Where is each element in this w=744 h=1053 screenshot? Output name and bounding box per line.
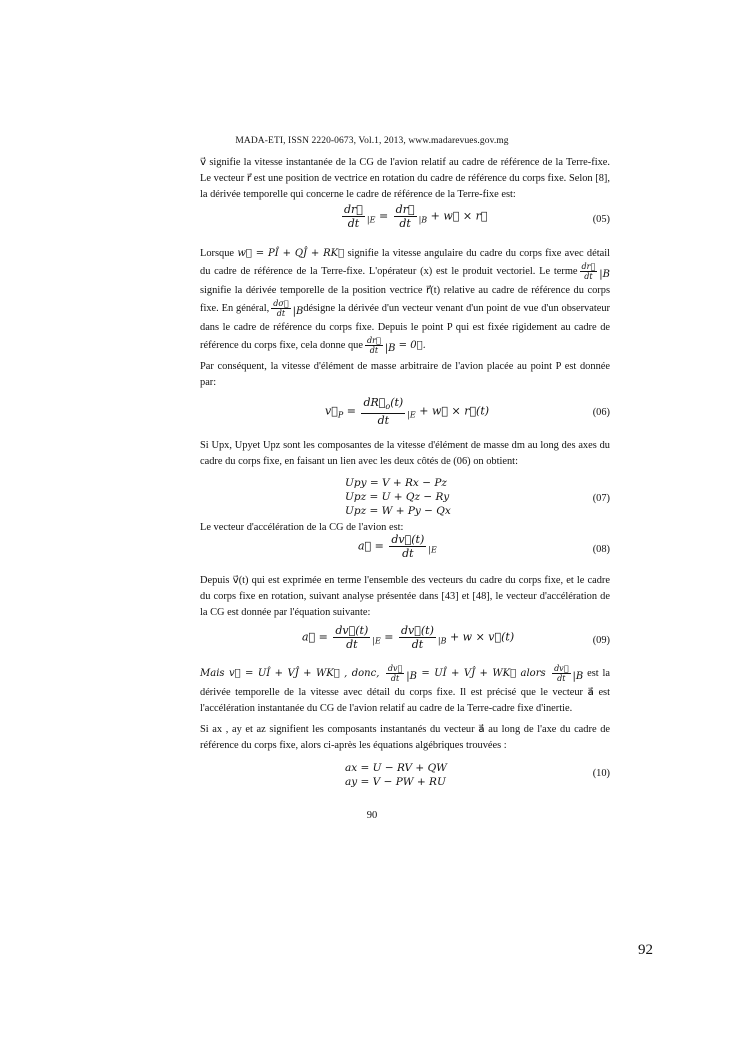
paragraph-instantaneous-components: Si ax , ay et az signifient les composants instantanés du vecteur a⃗ au long de l'axe du cadre de référence du corps fixe, alors ci-après les équations algébriques trouvées : bbox=[200, 724, 610, 751]
inline-derivative: $\frac{dr⃗}{dt}$ bbox=[367, 335, 381, 355]
equation-07 bbox=[345, 476, 451, 518]
text-fragment: Mais v⃗ = UÎ + VĴ + WK⃗ , donc, bbox=[200, 667, 384, 679]
equation-07-line-2: Upz = U + Qz − Ry bbox=[345, 491, 450, 503]
paragraph-angular-velocity: Lorsque w⃗ = PÎ + QĴ + RK⃗ signifie la vitesse angulaire du cadre du corps fixe avec détail du cadre de référence de la Terre-fixe. L'opérateur (x) est le produit vectoriel. Le terme $\frac{dr⃗}{dt}$ |B signifie la dérivée temporelle de la position vectrice r⃗(t) relative au cadre de référence du corps fixe. En général, $\frac{d\sigma⃗}{dt}$ |Bdésigne la dérivée d'un vecteur venant d'un point de vue d'un observateur dans le cadre de référence du corps fixe. Depuis le point P qui est fixée rigidement au cadre de référence du corps fixe, cela donne que $\frac{dr⃗}{dt}$ |B = 0⃗. bbox=[200, 248, 610, 355]
equation-number-10: (10) bbox=[592, 768, 610, 779]
equation-07-line-3: Upz = W + Py − Qx bbox=[345, 505, 451, 517]
equation-number-09: (09) bbox=[592, 635, 610, 646]
text-fragment: est la dérivée temporelle de la vitesse avec détail du corps fixe. Il est précisé que le vecteur a⃗ est l'accélération instantanée du CG de l'avion relatif au cadre de la Terre-cadre fixe d'inertie. bbox=[200, 667, 610, 714]
text-fragment: = UÎ + VĴ + WK⃗ alors bbox=[417, 667, 551, 679]
equation-07-line-1: Upy = V + Rx − Pz bbox=[345, 477, 447, 489]
equation-10 bbox=[345, 761, 447, 789]
inline-derivative: $\frac{dr⃗}{dt}$ bbox=[581, 262, 596, 281]
equation-09: a⃗ = $\frac{dv⃗(t)}{dt}$ $_{|E}$ = $\frac{dv⃗(t)}{dt}$ $_{|B}$ + w × v⃗(t) bbox=[302, 624, 515, 651]
paragraph-components: Si Upx, Upyet Upz sont les composantes de la vitesse d'élément de masse dm au long des axes du cadre du corps fixe, en faisant un lien avec les deux côtés de (06) on obtient: bbox=[200, 440, 610, 467]
text-fragment: signifie la dérivée temporelle de la position vectrice r⃗(t) relative au cadre de référence du corps fixe. En général, bbox=[200, 284, 610, 314]
inline-derivative: $\frac{dv⃗}{dt}$ bbox=[554, 664, 569, 683]
text-fragment: désigne la dérivée d'un vecteur venant d'un point de vue d'un observateur dans le cadre de référence du corps fixe. Depuis le point P qui est fixée rigidement au cadre de référence du corps fixe, cela donne que bbox=[200, 302, 610, 351]
equation-06: $v⃗_P$ = $\frac{dR⃗_o(t)}{dt}$ $_{|E}$ + w⃗ × r⃗(t) bbox=[325, 396, 490, 427]
paragraph-velocity-definition: v⃗ signifie la vitesse instantanée de la CG de l'avion relatif au cadre de référence de la Terre-fixe. Le vecteur r⃗ est une position de vectrice en rotation du cadre de référence du corps fixe. Selon [8], la dérivée temporelle qui concerne le cadre de référence de la Terre-fixe est: bbox=[200, 157, 610, 200]
paragraph-rotating-frame: Depuis v⃗(t) qui est exprimée en terme l'ensemble des vecteurs du cadre du corps fixe, et le cadre du corps fixe en rotation, suivant analyse présentée dans [43] et [48], le vecteur d'accélération de la CG est donnée par l'équation suivante: bbox=[200, 575, 610, 618]
equation-08: a⃗ = $\frac{dv⃗(t)}{dt}$ $_{|E}$ bbox=[358, 533, 437, 560]
text-fragment: Lorsque bbox=[200, 248, 238, 259]
equation-number-06: (06) bbox=[592, 407, 610, 418]
page-number: 90 bbox=[366, 810, 378, 821]
equation-number-07: (07) bbox=[592, 493, 610, 504]
paragraph-mass-element: Par conséquent, la vitesse d'élément de masse arbitraire de l'avion placée au point P est donnée par: bbox=[200, 361, 610, 388]
paragraph-velocity-decomposition: Mais v⃗ = UÎ + VĴ + WK⃗ , donc, $\frac{dv⃗}{dt}$ |B = UÎ + VĴ + WK⃗ alors $\frac{dv⃗}{dt}$ |B est la dérivée temporelle de la vitesse avec détail du corps fixe. Il est précisé que le vecteur a⃗ est l'accélération instantanée du CG de l'avion relatif au cadre de la Terre-cadre fixe d'inertie. bbox=[200, 664, 610, 714]
corner-page-number: 92 bbox=[638, 942, 653, 958]
omega-expression: w⃗ = PÎ + QĴ + RK⃗ bbox=[237, 248, 345, 259]
equation-10-line-1: ax = U − RV + QW bbox=[345, 762, 447, 774]
running-header: MADA-ETI, ISSN 2220-0673, Vol.1, 2013, www.madarevues.gov.mg bbox=[235, 136, 509, 146]
text-fragment: = 0⃗. bbox=[395, 339, 426, 351]
inline-derivative: $\frac{d\sigma⃗}{dt}$ bbox=[273, 298, 289, 318]
inline-derivative: $\frac{dv⃗}{dt}$ bbox=[387, 664, 403, 683]
paragraph-acceleration-intro: Le vecteur d'accélération de la CG de l'avion est: bbox=[200, 522, 404, 533]
equation-number-05: (05) bbox=[592, 214, 610, 225]
equation-number-08: (08) bbox=[592, 544, 610, 555]
text-fragment: signifie la vitesse angulaire du cadre du corps fixe avec détail du cadre de référence de la Terre-fixe. L'opérateur (x) est le produit vectoriel. Le terme bbox=[200, 248, 610, 277]
equation-05: $\frac{dr⃗}{dt}$ $_{|E}$ = $\frac{dr⃗}{dt}$ $_{|B}$ + w⃗ × r⃗ bbox=[344, 203, 488, 230]
equation-10-line-2: ay = V − PW + RU bbox=[345, 776, 446, 788]
